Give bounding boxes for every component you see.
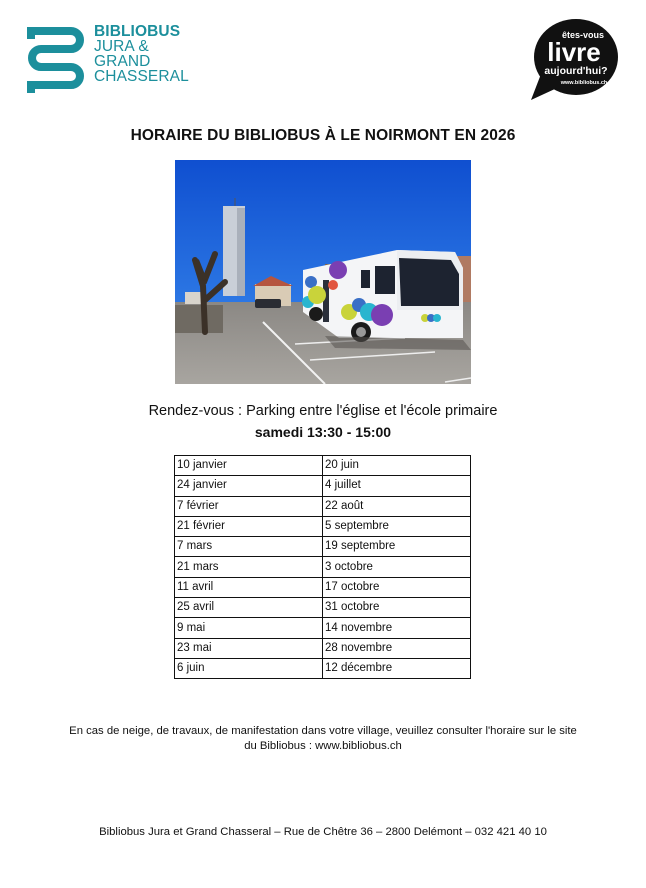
date-cell-second-half: 31 octobre [323,598,471,618]
date-cell-first-half: 23 mai [175,638,323,658]
badge-line-3: aujourd'hui? [544,65,608,77]
date-cell-first-half: 21 mars [175,557,323,577]
date-cell-second-half: 22 août [323,496,471,516]
date-cell-second-half: 4 juillet [323,476,471,496]
date-cell-first-half: 21 février [175,516,323,536]
date-cell-second-half: 5 septembre [323,516,471,536]
table-row [175,537,471,557]
weather-note-line-2: du Bibliobus : www.bibliobus.ch [244,740,402,752]
table-row [175,618,471,638]
date-cell-second-half: 12 décembre [323,658,471,678]
speech-bubble-badge [527,16,619,102]
bibliobus-photo [175,160,471,384]
footer-address: Bibliobus Jura et Grand Chasseral – Rue de Chêtre 36 – 2800 Delémont – 032 421 40 10 [99,826,547,838]
date-cell-second-half: 28 novembre [323,638,471,658]
table-row [175,598,471,618]
weather-note [0,724,646,754]
table-row [175,557,471,577]
date-cell-first-half: 7 février [175,496,323,516]
table-row [175,456,471,476]
date-cell-second-half: 20 juin [323,456,471,476]
bibliobus-logo-mark-icon [27,24,85,96]
logo-line-1: BIBLIOBUS [94,23,181,40]
schedule-time: samedi 13:30 - 15:00 [254,424,392,440]
logo-line-2: JURA & [94,38,149,55]
bibliobus-logo [27,24,189,96]
date-cell-second-half: 14 novembre [323,618,471,638]
logo-wordmark [94,24,189,84]
date-cell-first-half: 11 avril [175,577,323,597]
date-cell-second-half: 3 octobre [323,557,471,577]
meeting-point: Rendez-vous : Parking entre l'église et l'école primaire [148,403,498,419]
date-cell-second-half: 19 septembre [323,537,471,557]
date-cell-first-half: 6 juin [175,658,323,678]
table-row [175,658,471,678]
dates-table [174,455,471,679]
logo-line-3: GRAND [94,53,151,70]
table-row [175,496,471,516]
badge-line-1: êtes-vous [561,30,605,40]
date-cell-first-half: 24 janvier [175,476,323,496]
table-row [175,516,471,536]
badge-line-4: www.bibliobus.ch [560,80,608,86]
date-cell-first-half: 10 janvier [175,456,323,476]
date-cell-first-half: 25 avril [175,598,323,618]
table-row [175,476,471,496]
date-cell-second-half: 17 octobre [323,577,471,597]
logo-line-4: CHASSERAL [94,68,189,85]
weather-note-line-1: En cas de neige, de travaux, de manifestation dans votre village, veuillez consulter l'horaire sur le site [69,725,577,737]
badge-line-2: livre [547,37,601,67]
date-cell-first-half: 9 mai [175,618,323,638]
page-title: HORAIRE DU BIBLIOBUS À LE NOIRMONT EN 2026 [130,127,516,144]
table-row [175,638,471,658]
table-row [175,577,471,597]
date-cell-first-half: 7 mars [175,537,323,557]
